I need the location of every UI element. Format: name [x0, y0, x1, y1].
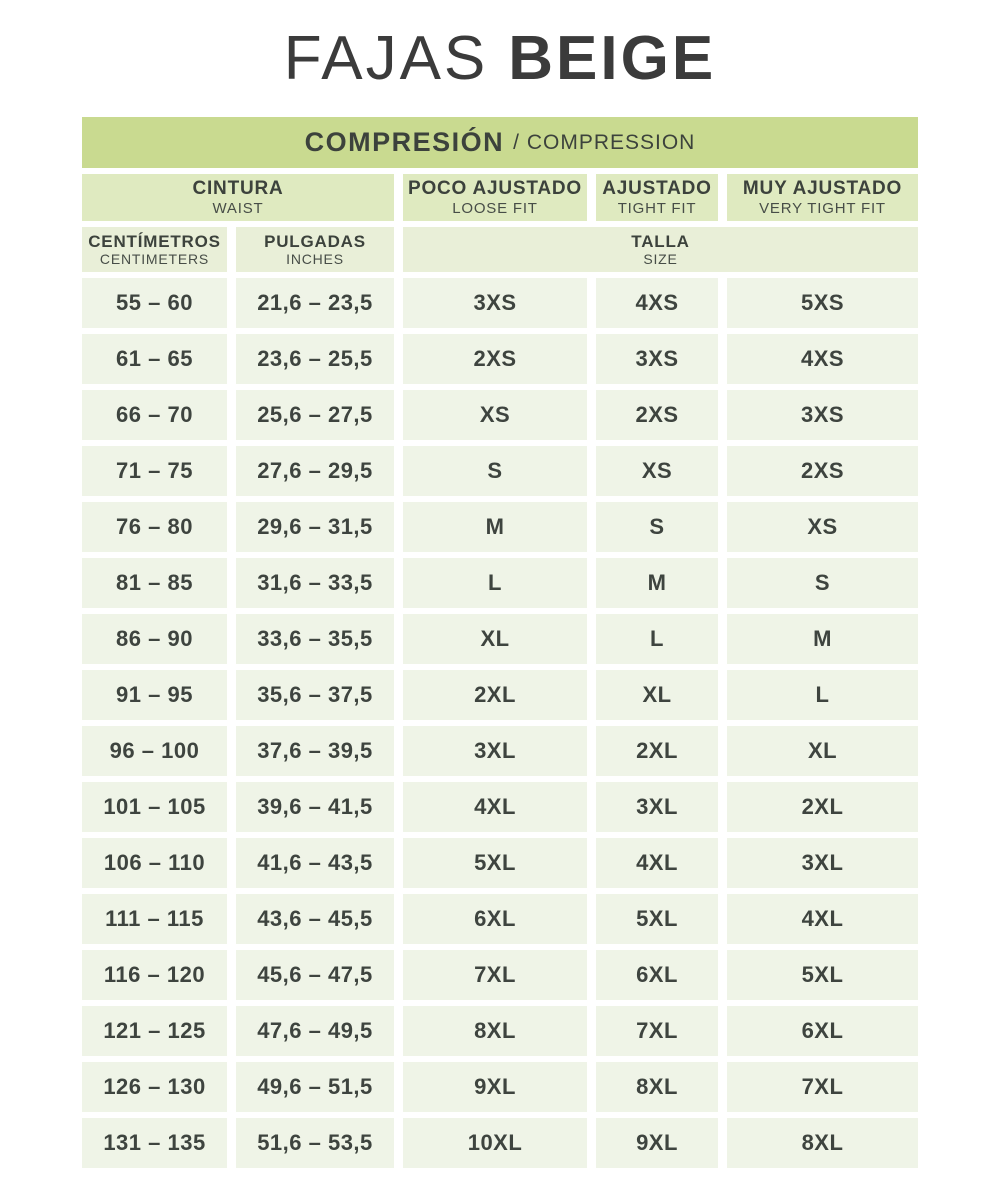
cell-tight-fit-size: 3XS	[596, 334, 718, 384]
cell-loose-fit-size: 10XL	[403, 1118, 587, 1168]
cell-loose-fit-size: 2XS	[403, 334, 587, 384]
subheader-inches-en: INCHES	[286, 251, 344, 268]
column-header-loose-fit-es: POCO AJUSTADO	[407, 177, 583, 199]
subheader-inches	[236, 227, 394, 272]
cell-centimeters-range: 66 – 70	[82, 390, 227, 440]
cell-tight-fit-size: L	[596, 614, 718, 664]
cell-loose-fit-size: XS	[403, 390, 587, 440]
cell-tight-fit-size: M	[596, 558, 718, 608]
cell-loose-fit-size: 3XL	[403, 726, 587, 776]
cell-very-tight-fit-size: XS	[727, 502, 918, 552]
cell-tight-fit-size: XL	[596, 670, 718, 720]
cell-centimeters-range: 111 – 115	[82, 894, 227, 944]
cell-centimeters-range: 86 – 90	[82, 614, 227, 664]
cell-loose-fit-size: 2XL	[403, 670, 587, 720]
cell-inches-range: 23,6 – 25,5	[236, 334, 394, 384]
cell-loose-fit-size: 7XL	[403, 950, 587, 1000]
cell-inches-range: 29,6 – 31,5	[236, 502, 394, 552]
title-word-beige: BEIGE	[508, 24, 717, 93]
banner-label-en: / COMPRESSION	[513, 130, 696, 154]
column-header-very-tight-fit	[727, 174, 918, 221]
cell-centimeters-range: 71 – 75	[82, 446, 227, 496]
page-title	[0, 0, 1000, 117]
cell-centimeters-range: 55 – 60	[82, 278, 227, 328]
cell-tight-fit-size: S	[596, 502, 718, 552]
cell-very-tight-fit-size: 7XL	[727, 1062, 918, 1112]
cell-tight-fit-size: 2XS	[596, 390, 718, 440]
subheader-size	[403, 227, 918, 272]
cell-inches-range: 47,6 – 49,5	[236, 1006, 394, 1056]
subheader-centimeters	[82, 227, 227, 272]
column-header-very-tight-fit-es: MUY AJUSTADO	[742, 177, 903, 199]
cell-very-tight-fit-size: 2XL	[727, 782, 918, 832]
cell-inches-range: 33,6 – 35,5	[236, 614, 394, 664]
cell-centimeters-range: 131 – 135	[82, 1118, 227, 1168]
cell-very-tight-fit-size: L	[727, 670, 918, 720]
cell-inches-range: 21,6 – 23,5	[236, 278, 394, 328]
cell-inches-range: 45,6 – 47,5	[236, 950, 394, 1000]
cell-very-tight-fit-size: S	[727, 558, 918, 608]
subheader-inches-es: PULGADAS	[264, 231, 366, 251]
cell-tight-fit-size: 3XL	[596, 782, 718, 832]
cell-very-tight-fit-size: XL	[727, 726, 918, 776]
cell-inches-range: 27,6 – 29,5	[236, 446, 394, 496]
cell-loose-fit-size: 5XL	[403, 838, 587, 888]
cell-very-tight-fit-size: 4XL	[727, 894, 918, 944]
subheader-size-es: TALLA	[631, 231, 690, 251]
cell-loose-fit-size: 6XL	[403, 894, 587, 944]
cell-loose-fit-size: 9XL	[403, 1062, 587, 1112]
cell-inches-range: 51,6 – 53,5	[236, 1118, 394, 1168]
column-header-loose-fit	[403, 174, 587, 221]
cell-very-tight-fit-size: 6XL	[727, 1006, 918, 1056]
cell-inches-range: 37,6 – 39,5	[236, 726, 394, 776]
cell-inches-range: 41,6 – 43,5	[236, 838, 394, 888]
cell-centimeters-range: 91 – 95	[82, 670, 227, 720]
cell-loose-fit-size: 3XS	[403, 278, 587, 328]
cell-centimeters-range: 121 – 125	[82, 1006, 227, 1056]
cell-inches-range: 49,6 – 51,5	[236, 1062, 394, 1112]
column-header-tight-fit	[596, 174, 718, 221]
cell-inches-range: 43,6 – 45,5	[236, 894, 394, 944]
banner-label-es: COMPRESIÓN	[304, 127, 505, 157]
cell-loose-fit-size: M	[403, 502, 587, 552]
cell-tight-fit-size: 4XS	[596, 278, 718, 328]
column-header-tight-fit-en: TIGHT FIT	[617, 199, 697, 217]
subheader-size-en: SIZE	[643, 251, 678, 268]
cell-very-tight-fit-size: 3XL	[727, 838, 918, 888]
cell-inches-range: 25,6 – 27,5	[236, 390, 394, 440]
column-header-waist	[82, 174, 394, 221]
title-word-fajas: FAJAS	[283, 24, 489, 93]
cell-centimeters-range: 126 – 130	[82, 1062, 227, 1112]
cell-very-tight-fit-size: 3XS	[727, 390, 918, 440]
cell-very-tight-fit-size: 5XS	[727, 278, 918, 328]
cell-tight-fit-size: 2XL	[596, 726, 718, 776]
cell-centimeters-range: 101 – 105	[82, 782, 227, 832]
cell-centimeters-range: 61 – 65	[82, 334, 227, 384]
cell-tight-fit-size: 5XL	[596, 894, 718, 944]
compression-size-table	[82, 117, 918, 1168]
cell-tight-fit-size: 8XL	[596, 1062, 718, 1112]
cell-centimeters-range: 96 – 100	[82, 726, 227, 776]
cell-very-tight-fit-size: M	[727, 614, 918, 664]
cell-loose-fit-size: 8XL	[403, 1006, 587, 1056]
cell-centimeters-range: 76 – 80	[82, 502, 227, 552]
cell-loose-fit-size: 4XL	[403, 782, 587, 832]
cell-loose-fit-size: XL	[403, 614, 587, 664]
cell-centimeters-range: 106 – 110	[82, 838, 227, 888]
cell-tight-fit-size: XS	[596, 446, 718, 496]
compression-banner	[82, 117, 918, 168]
column-header-tight-fit-es: AJUSTADO	[602, 177, 712, 199]
cell-tight-fit-size: 4XL	[596, 838, 718, 888]
subheader-centimeters-es: CENTÍMETROS	[88, 231, 221, 251]
cell-very-tight-fit-size: 4XS	[727, 334, 918, 384]
cell-centimeters-range: 116 – 120	[82, 950, 227, 1000]
cell-inches-range: 35,6 – 37,5	[236, 670, 394, 720]
cell-inches-range: 31,6 – 33,5	[236, 558, 394, 608]
cell-centimeters-range: 81 – 85	[82, 558, 227, 608]
cell-inches-range: 39,6 – 41,5	[236, 782, 394, 832]
cell-very-tight-fit-size: 8XL	[727, 1118, 918, 1168]
column-header-loose-fit-en: LOOSE FIT	[452, 199, 538, 217]
subheader-centimeters-en: CENTIMETERS	[99, 251, 210, 268]
cell-tight-fit-size: 9XL	[596, 1118, 718, 1168]
column-header-waist-es: CINTURA	[192, 177, 284, 199]
cell-very-tight-fit-size: 5XL	[727, 950, 918, 1000]
cell-loose-fit-size: S	[403, 446, 587, 496]
column-header-very-tight-fit-en: VERY TIGHT FIT	[759, 199, 886, 217]
cell-very-tight-fit-size: 2XS	[727, 446, 918, 496]
cell-tight-fit-size: 7XL	[596, 1006, 718, 1056]
column-header-waist-en: WAIST	[212, 199, 264, 217]
cell-tight-fit-size: 6XL	[596, 950, 718, 1000]
cell-loose-fit-size: L	[403, 558, 587, 608]
